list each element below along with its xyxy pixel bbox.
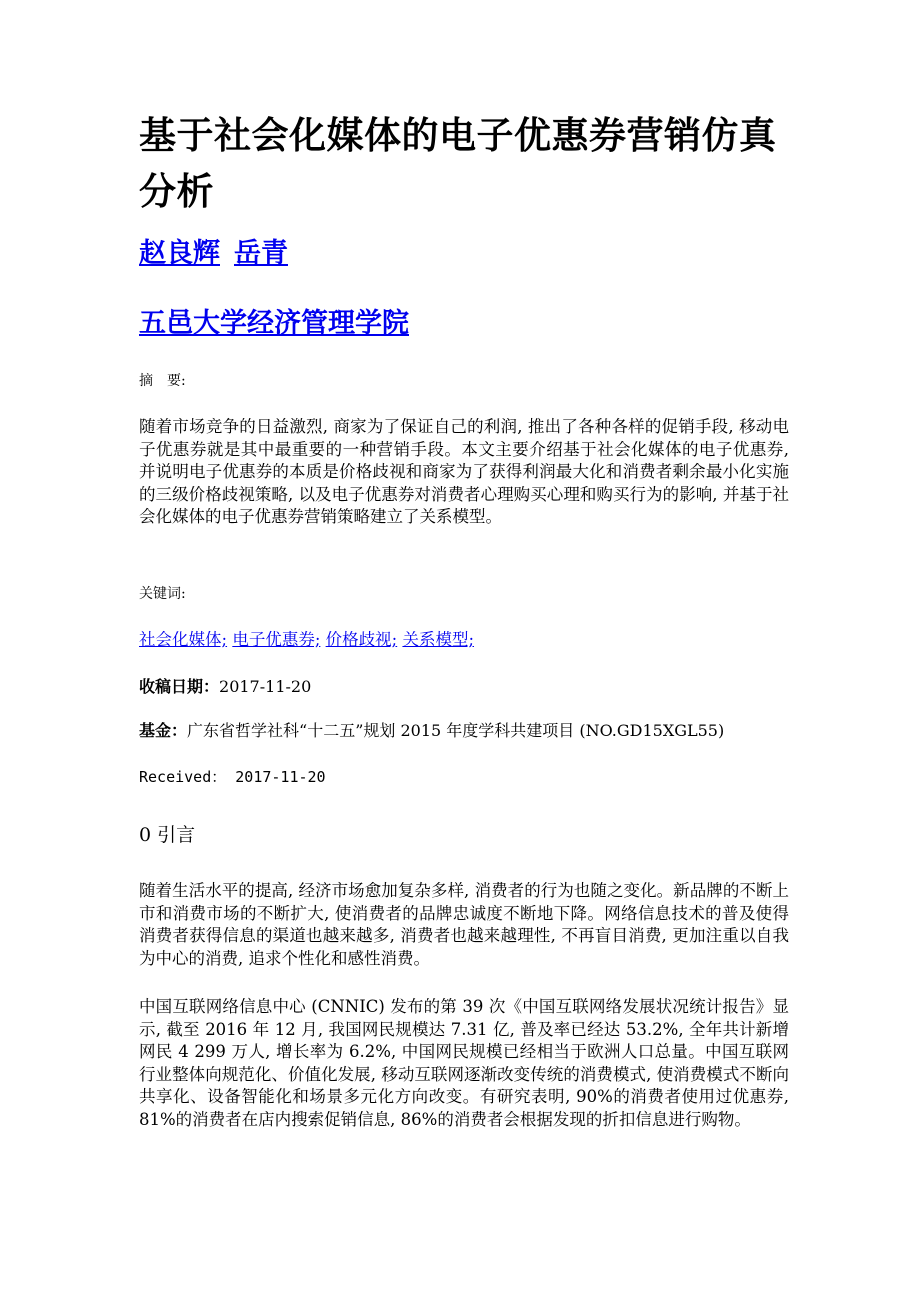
author-link[interactable]: 岳青 <box>234 238 288 269</box>
fund-info <box>139 719 724 743</box>
fund-label: 基金： <box>139 721 188 740</box>
received-value: 2017-11-20 <box>226 768 326 786</box>
abstract-text: 随着市场竞争的日益激烈, 商家为了保证自己的利润, 推出了各种各样的促销手段, 移动电子优惠券就是其中最重要的一种营销手段。本文主要介绍基于社会化媒体的电子优惠券, 并说明电子优惠券的本质是价格歧视和商家为了获得利润最大化和消费者剩余最小化实施的三级价格歧视策略, 以及电子优惠券对消费者心理购买心理和购买行为的影响, 并基于社会化媒体的电子优惠券营销策略建立了关系模型。 <box>139 417 789 526</box>
keyword-link[interactable]: 电子优惠券; <box>232 630 321 649</box>
keywords-label: 关键词: <box>139 586 186 602</box>
affiliation-link[interactable]: 五邑大学经济管理学院 <box>139 308 409 339</box>
author-list <box>139 234 288 274</box>
body-paragraph: 中国互联网络信息中心 (CNNIC) 发布的第 39 次《中国互联网络发展状况统计报告》显示, 截至 2016 年 12 月, 我国网民规模达 7.31 亿, 普及率已经达 53.2%, 全年共计新增网民 4 299 万人, 增长率为 6.2%, 中国网民规模已经相当于欧洲人口总量。中国互联网行业整体向规范化、价值化发展, 移动互联网逐渐改变传统的消费模式, 使消费模式不断向共享化、设备智能化和场景多元化方向改变。有研究表明, 90%的消费者使用过优惠券, 81%的消费者在店内搜索促销信息, 86%的消费者会根据发现的折扣信息进行购物。 <box>139 997 789 1129</box>
section-heading: 0 引言 <box>139 824 196 846</box>
body-paragraph: 随着生活水平的提高, 经济市场愈加复杂多样, 消费者的行为也随之变化。新品牌的不断上市和消费市场的不断扩大, 使消费者的品牌忠诚度不断地下降。网络信息技术的普及使得消费者获得信息的渠道也越来越多, 消费者也越来越理性, 不再盲目消费, 更加注重以自我为中心的消费, 追求个性化和感性消费。 <box>139 881 789 968</box>
received-date <box>139 675 311 699</box>
keyword-list <box>139 628 474 652</box>
received-date-label: 收稿日期： <box>139 677 220 696</box>
abstract-label: 摘 要: <box>139 373 186 389</box>
author-link[interactable]: 赵良辉 <box>139 238 220 269</box>
fund-value: 广东省哲学社科“十二五”规划 2015 年度学科共建项目 (NO.GD15XGL55) <box>187 721 725 740</box>
received-info <box>139 765 326 789</box>
article-title: 基于社会化媒体的电子优惠券营销仿真分析 <box>139 114 777 213</box>
affiliation <box>139 304 409 344</box>
received-label: Received： <box>139 768 227 786</box>
keyword-link[interactable]: 关系模型; <box>402 630 474 649</box>
keyword-link[interactable]: 价格歧视; <box>325 630 398 649</box>
received-date-value: 2017-11-20 <box>219 677 312 696</box>
keyword-link[interactable]: 社会化媒体; <box>139 630 228 649</box>
